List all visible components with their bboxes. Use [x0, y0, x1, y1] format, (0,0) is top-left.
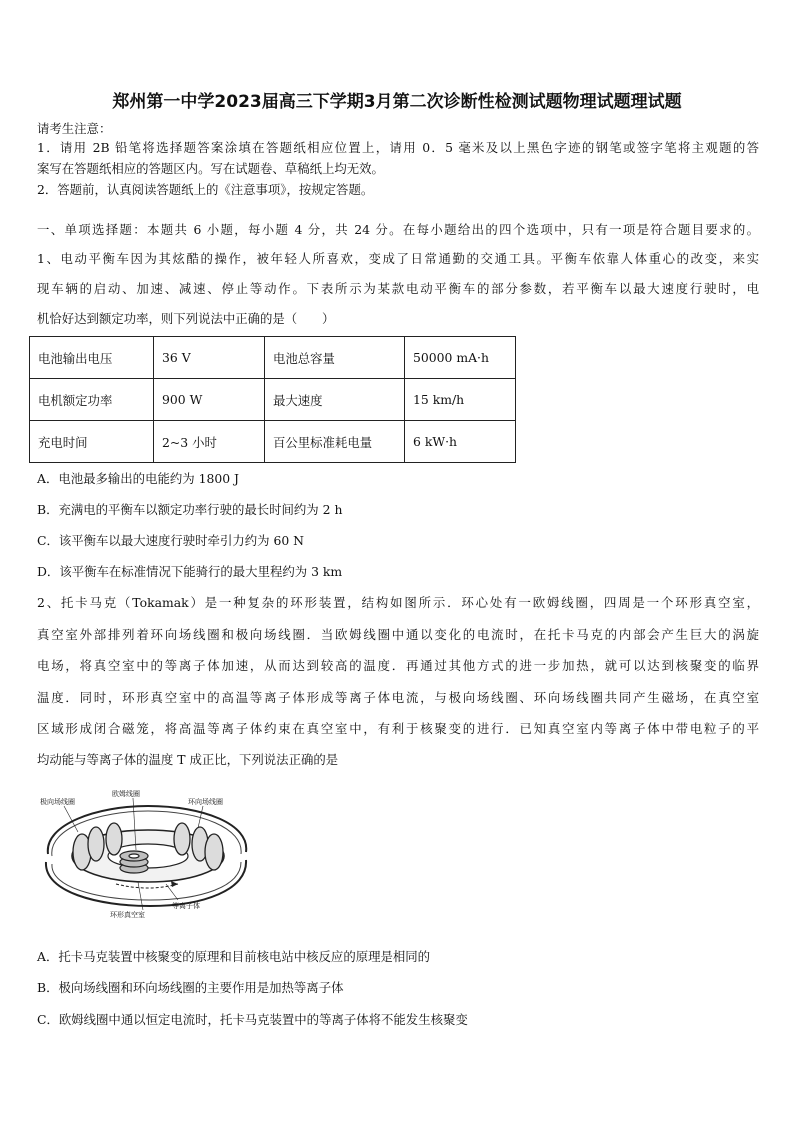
ohmic-coil	[120, 851, 148, 873]
q2-stem-line-1: 2、托卡马克（Tokamak）是一种复杂的环形装置，结构如图所示．环心处有一欧姆线圈，四周是一个环形真空室，	[37, 595, 759, 610]
label-ohmic-coil: 欧姆线圈	[112, 790, 140, 798]
table-row	[30, 337, 516, 379]
table-cell: 电池总容量	[265, 337, 405, 379]
q2-stem-line-5: 区域形成闭合磁笼，将高温等离子体约束在真空室中，有利于核聚变的进行．已知真空室内等离子体中带电粒子的平	[37, 721, 759, 736]
label-poloidal-coil: 极向场线圈	[40, 798, 75, 806]
q2-stem-line-3: 电场，将真空室中的等离子体加速，从而达到较高的温度．再通过其他方式的进一步加热，就可以达到核聚变的临界	[37, 658, 759, 673]
table-cell: 2~3 小时	[154, 421, 265, 463]
q2-stem-line-6: 均动能与等离子体的温度 T 成正比，下列说法正确的是	[37, 752, 339, 767]
label-toroidal-coil: 环向场线圈	[188, 798, 223, 806]
notice-item-1-line-1: 1．请用 2B 铅笔将选择题答案涂填在答题纸相应位置上，请用 0．5 毫米及以上黑色字迹的钢笔或签字笔将主观题的答	[37, 140, 759, 155]
tokamak-figure	[38, 784, 256, 918]
notice-heading: 请考生注意：	[37, 121, 112, 136]
q1-option-c: C．该平衡车以最大速度行驶时牵引力约为 60 N	[37, 533, 304, 548]
table-cell: 电池输出电压	[30, 337, 154, 379]
label-plasma: 等离子体	[172, 902, 200, 910]
q2-option-a: A．托卡马克装置中核聚变的原理和目前核电站中核反应的原理是相同的	[37, 949, 431, 964]
table-cell: 6 kW·h	[405, 421, 516, 463]
table-cell: 900 W	[154, 379, 265, 421]
q1-stem-line-1: 1、电动平衡车因为其炫酷的操作，被年轻人所喜欢，变成了日常通勤的交通工具。平衡车依靠人体重心的改变，来实	[37, 251, 759, 266]
q1-parameter-table	[29, 336, 516, 463]
q1-stem-line-3: 机恰好达到额定功率，则下列说法中正确的是（ ）	[37, 311, 335, 326]
table-row	[30, 421, 516, 463]
table-cell: 充电时间	[30, 421, 154, 463]
q2-stem-line-2: 真空室外部排列着环向场线圈和极向场线圈．当欧姆线圈中通以变化的电流时，在托卡马克的内部会产生巨大的涡旋	[37, 627, 759, 642]
table-cell: 15 km/h	[405, 379, 516, 421]
table-cell: 电机额定功率	[30, 379, 154, 421]
table-cell: 36 V	[154, 337, 265, 379]
q2-stem-line-4: 温度．同时，环形真空室中的高温等离子体形成等离子体电流，与极向场线圈、环向场线圈共同产生磁场，在真空室	[37, 690, 759, 705]
q2-option-b: B．极向场线圈和环向场线圈的主要作用是加热等离子体	[37, 980, 344, 995]
q1-option-a: A．电池最多输出的电能约为 1800 J	[37, 471, 240, 486]
exam-title: 郑州第一中学2023届高三下学期3月第二次诊断性检测试题物理试题理试题	[112, 92, 682, 112]
q1-option-b: B．充满电的平衡车以额定功率行驶的最长时间约为 2 h	[37, 502, 343, 517]
q2-option-c: C．欧姆线圈中通以恒定电流时，托卡马克装置中的等离子体将不能发生核聚变	[37, 1012, 468, 1027]
table-cell: 50000 mA·h	[405, 337, 516, 379]
notice-item-1-line-2: 案写在答题纸相应的答题区内。写在试题卷、草稿纸上均无效。	[37, 161, 384, 176]
table-cell: 最大速度	[265, 379, 405, 421]
notice-item-2: 2．答题前，认真阅读答题纸上的《注意事项》，按规定答题。	[37, 182, 374, 197]
table-cell: 百公里标准耗电量	[265, 421, 405, 463]
label-vacuum-chamber: 环形真空室	[110, 911, 145, 918]
q1-option-d: D．该平衡车在标准情况下能骑行的最大里程约为 3 km	[37, 564, 343, 579]
q1-stem-line-2: 现车辆的启动、加速、减速、停止等动作。下表所示为某款电动平衡车的部分参数，若平衡车以最大速度行驶时，电	[37, 281, 759, 296]
table-row	[30, 379, 516, 421]
section-1-heading: 一、单项选择题：本题共 6 小题，每小题 4 分，共 24 分。在每小题给出的四个选项中，只有一项是符合题目要求的。	[37, 222, 759, 237]
